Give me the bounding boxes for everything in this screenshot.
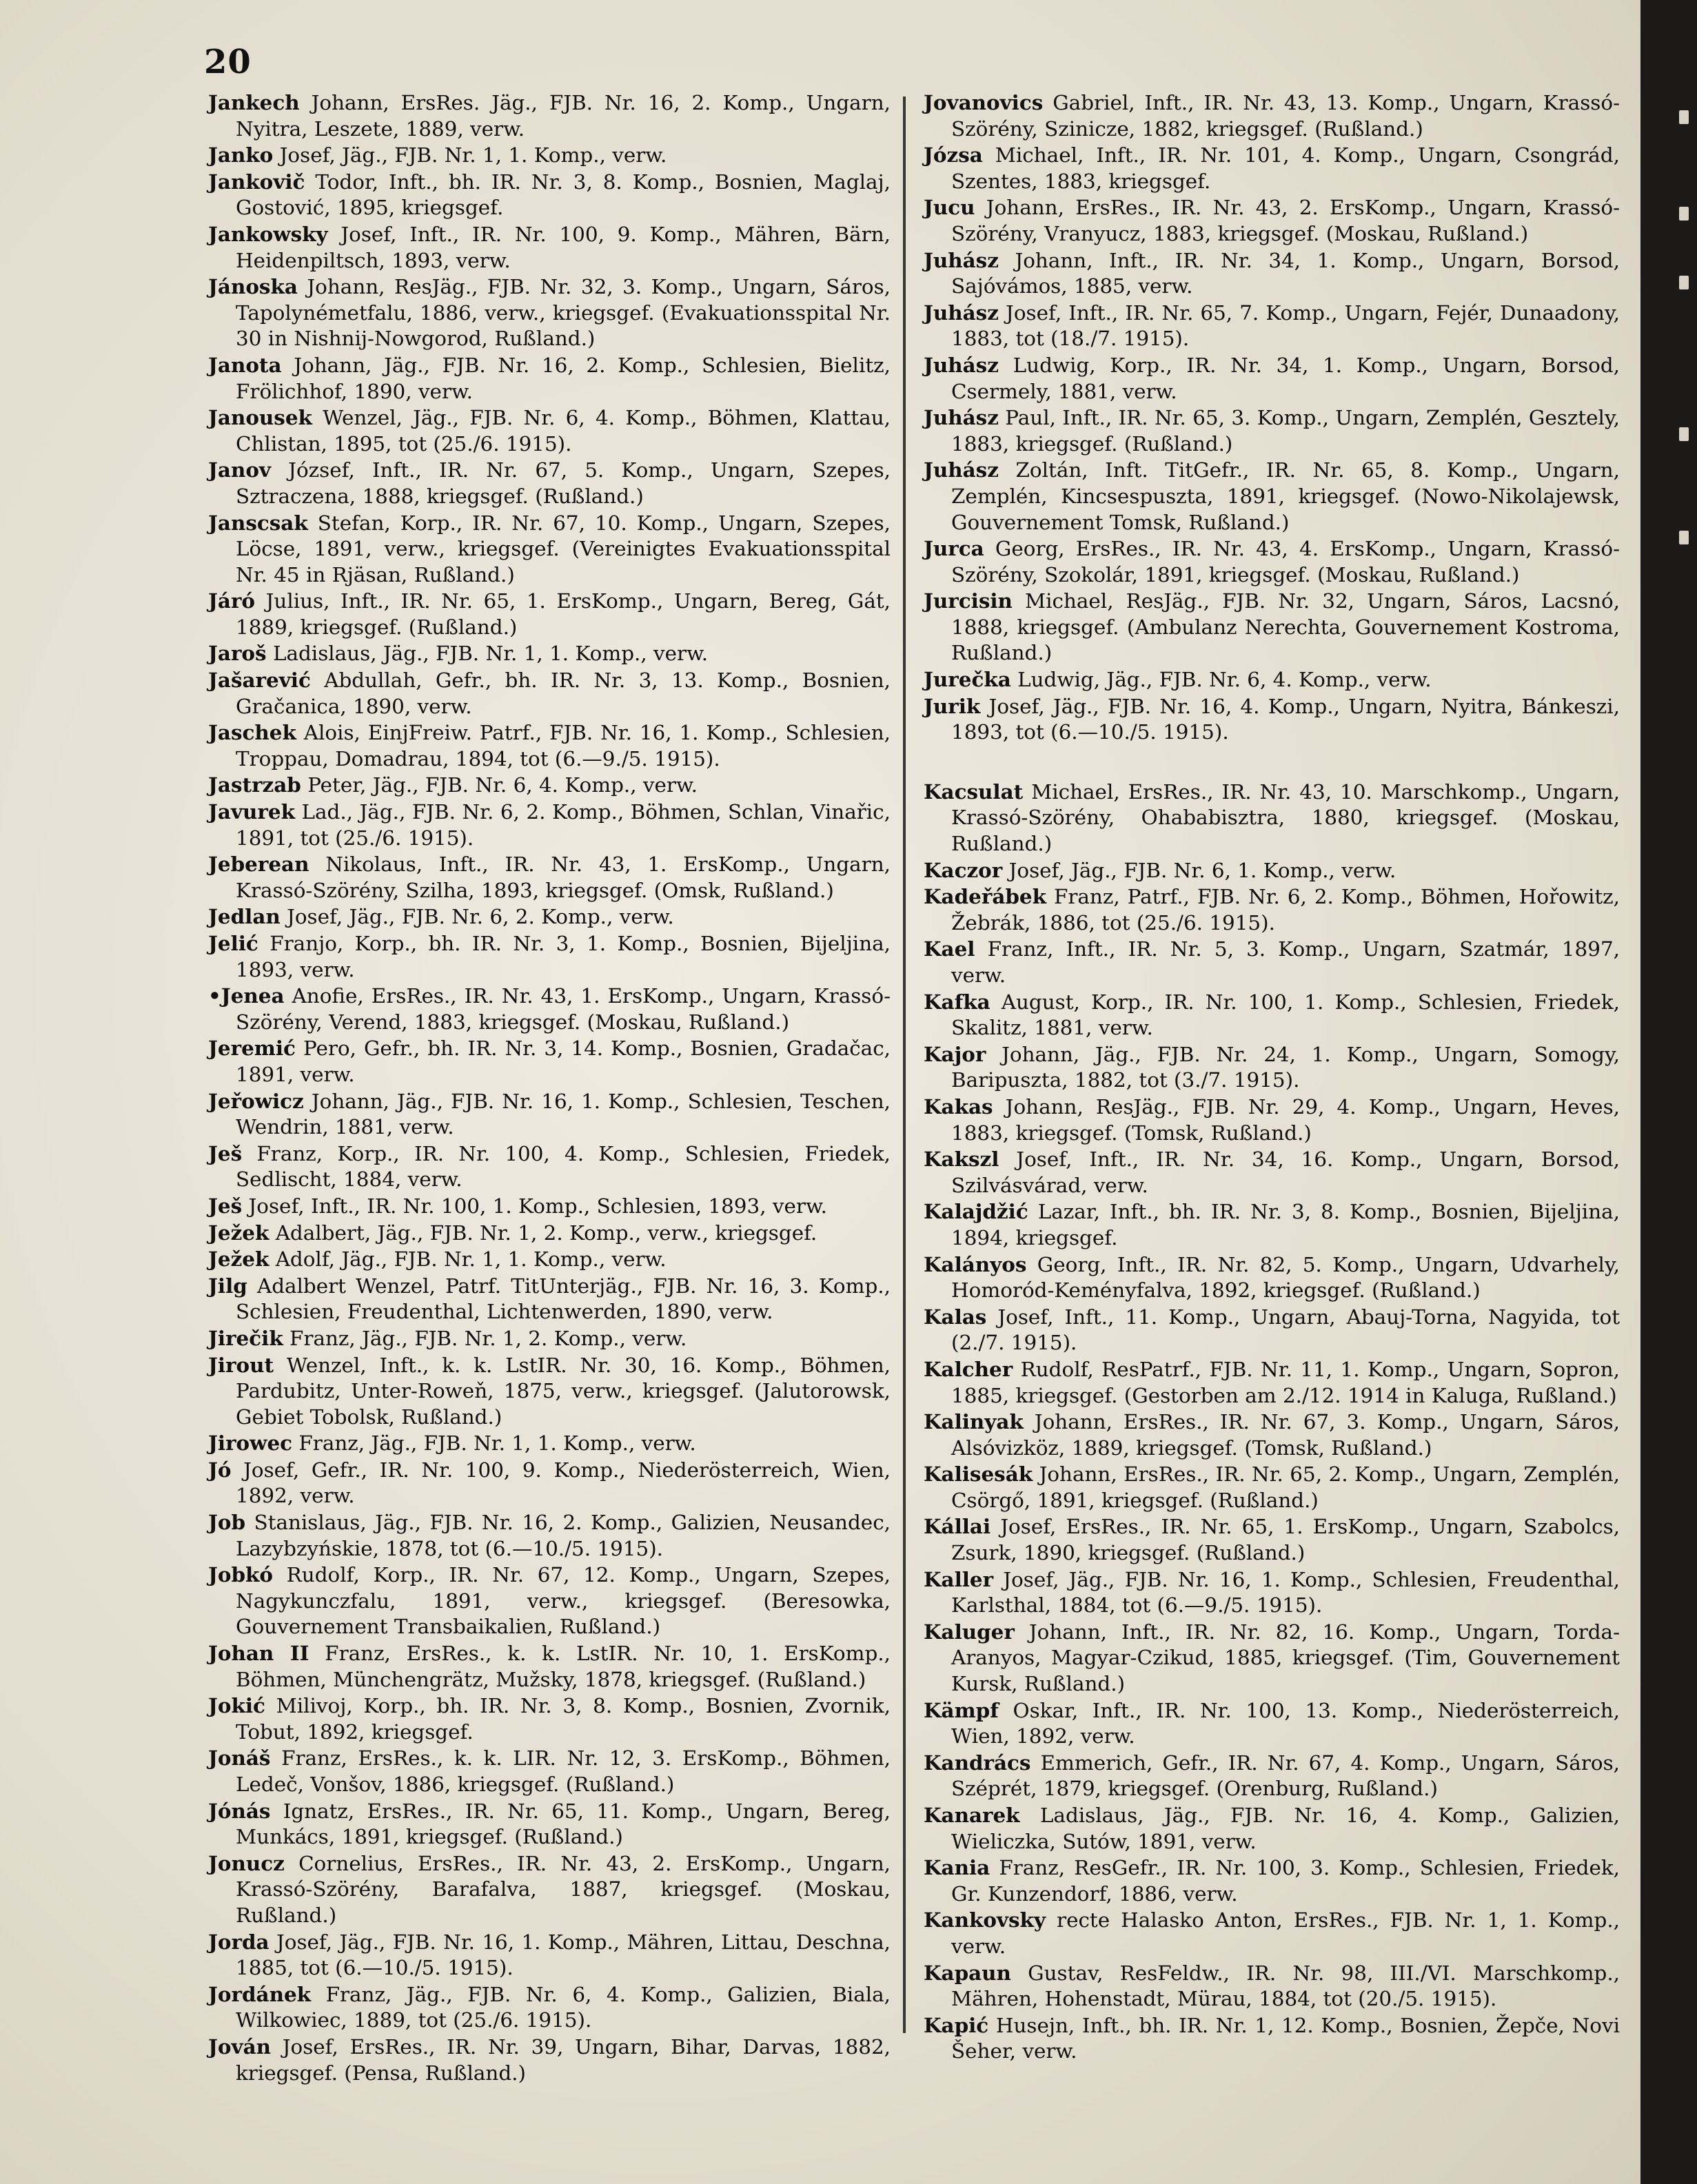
register-entry xyxy=(208,1745,891,1797)
entry-surname: Kael xyxy=(924,937,975,961)
entry-surname: Ješ xyxy=(208,1193,243,1218)
register-entry xyxy=(924,1697,1620,1750)
register-entry xyxy=(924,1750,1620,1802)
register-entry xyxy=(208,1693,891,1745)
register-entry xyxy=(208,221,891,274)
register-entry xyxy=(208,142,891,169)
register-entry xyxy=(208,1430,891,1457)
register-entry xyxy=(924,666,1620,693)
register-entry xyxy=(924,1252,1620,1304)
entry-surname: Jurcisin xyxy=(924,589,1013,613)
entry-surname: Johan II xyxy=(208,1641,309,1666)
entry-details: Wenzel, Inft., k. k. LstIR. Nr. 30, 16. Komp., Böhmen, Pardubitz, Unter-Roweň, 1875, verw., kriegsgef. (Jalutorowsk, Gebiet Tobolsk, Rußland.) xyxy=(236,1353,891,1429)
entry-details: Johann, Inft., IR. Nr. 82, 16. Komp., Ungarn, Torda-Aranyos, Magyar-Czikud, 1885, kriegsgef. (Tim, Gouvernement Kursk, Rußland.) xyxy=(951,1620,1620,1696)
register-entry xyxy=(208,1325,891,1352)
register-entry xyxy=(924,2012,1620,2065)
entry-surname: Kandrács xyxy=(924,1750,1031,1775)
entry-surname: Józsa xyxy=(924,143,983,167)
adjacent-page-edge xyxy=(1640,0,1697,2184)
register-entry xyxy=(924,1907,1620,1959)
entry-surname: Juhász xyxy=(924,247,999,272)
entry-surname: Kämpf xyxy=(924,1697,999,1722)
entry-details: Anofie, ErsRes., IR. Nr. 43, 1. ErsKomp., Ungarn, Krassó-Szörény, Verend, 1883, kriegsgef. (Moskau, Rußland.) xyxy=(236,984,891,1034)
entry-surname: Ješ xyxy=(208,1141,243,1165)
entry-details: Milivoj, Korp., bh. IR. Nr. 3, 8. Komp., Bosnien, Zvornik, Tobut, 1892, kriegsgef. xyxy=(236,1694,891,1744)
register-entry xyxy=(924,300,1620,352)
register-entry xyxy=(208,667,891,720)
register-entry xyxy=(924,693,1620,746)
entry-details: Franz, Patrf., FJB. Nr. 6, 2. Komp., Böhmen, Hořowitz, Žebrák, 1886, tot (25./6. 1915). xyxy=(951,885,1620,935)
entry-surname: Jašarević xyxy=(208,668,311,693)
entry-details: József, Inft., IR. Nr. 67, 5. Komp., Ungarn, Szepes, Sztraczena, 1888, kriegsgef. (Rußland.) xyxy=(236,458,891,508)
entry-surname: Jordánek xyxy=(208,1981,312,2006)
register-entry xyxy=(208,1929,891,1981)
entry-details: Paul, Inft., IR. Nr. 65, 3. Komp., Ungarn, Zemplén, Gesztely, 1883, kriegsgef. (Rußland.) xyxy=(951,406,1620,456)
entry-details: Adalbert Wenzel, Patrf. TitUnterjäg., FJB. Nr. 16, 3. Komp., Schlesien, Freudenthal, Lichtenwerden, 1890, verw. xyxy=(236,1274,891,1324)
entry-surname: Juhász xyxy=(924,458,999,482)
entry-details: Josef, Jäg., FJB. Nr. 1, 1. Komp., verw. xyxy=(279,143,667,167)
register-entry xyxy=(208,1981,891,2034)
register-entry xyxy=(208,2034,891,2086)
entry-surname: •Jenea xyxy=(208,983,285,1008)
entry-details: Franz, Korp., IR. Nr. 100, 4. Komp., Schlesien, Friedek, Sedlischt, 1884, verw. xyxy=(236,1141,891,1192)
entry-details: Peter, Jäg., FJB. Nr. 6, 4. Komp., verw. xyxy=(307,773,698,797)
entry-details: Franz, ErsRes., k. k. LIR. Nr. 12, 3. ErsKomp., Böhmen, Ledeč, Vonšov, 1886, kriegsgef. (Rußland.) xyxy=(236,1746,891,1796)
entry-surname: Jurca xyxy=(924,536,984,561)
register-entry xyxy=(924,247,1620,300)
entry-details: Franz, Jäg., FJB. Nr. 6, 4. Komp., Galizien, Biala, Wilkowiec, 1889, tot (25./6. 1915). xyxy=(236,1982,891,2032)
entry-details: Lad., Jäg., FJB. Nr. 6, 2. Komp., Böhmen, Schlan, Vinařic, 1891, tot (25./6. 1915). xyxy=(236,800,891,850)
entry-details: Georg, ErsRes., IR. Nr. 43, 4. ErsKomp., Ungarn, Krassó-Szörény, Szokolár, 1891, kriegsgef. (Moskau, Rußland.) xyxy=(951,537,1620,586)
entry-surname: Kaluger xyxy=(924,1619,1015,1644)
entry-surname: Jurik xyxy=(924,693,981,718)
entry-surname: Juhász xyxy=(924,405,999,430)
entry-surname: Jaschek xyxy=(208,720,296,745)
entry-surname: Jirowec xyxy=(208,1431,293,1456)
entry-details: Gustav, ResFeldw., IR. Nr. 98, III./VI. Marschkomp., Mähren, Hohenstadt, Mürau, 1884, tot (20./5. 1915). xyxy=(951,1961,1620,2011)
register-entry xyxy=(924,1855,1620,1907)
entry-details: Adolf, Jäg., FJB. Nr. 1, 1. Komp., verw. xyxy=(275,1247,667,1272)
entry-surname: Juhász xyxy=(924,352,999,377)
entry-surname: Jelić xyxy=(208,931,258,955)
entry-surname: Jeřowicz xyxy=(208,1088,304,1113)
register-entry xyxy=(208,1562,891,1640)
entry-details: Ladislaus, Jäg., FJB. Nr. 16, 4. Komp., Galizien, Wieliczka, Sutów, 1891, verw. xyxy=(951,1804,1620,1853)
entry-surname: Kafka xyxy=(924,989,990,1014)
entry-surname: Jokić xyxy=(208,1693,265,1718)
entry-surname: Jónás xyxy=(208,1798,271,1823)
edge-mark xyxy=(1679,276,1689,289)
register-entry xyxy=(924,1041,1620,1094)
entry-surname: Kakszl xyxy=(924,1147,999,1172)
entry-surname: Janko xyxy=(208,143,274,167)
entry-surname: Jonáš xyxy=(208,1746,271,1770)
entry-surname: Jedlan xyxy=(208,904,281,929)
register-entry xyxy=(208,90,891,142)
entry-surname: Janscsak xyxy=(208,510,308,535)
entry-surname: Kapić xyxy=(924,2012,989,2037)
entry-details: August, Korp., IR. Nr. 100, 1. Komp., Schlesien, Friedek, Skalitz, 1881, verw. xyxy=(951,990,1620,1040)
register-entry xyxy=(208,1640,891,1693)
entry-details: Franjo, Korp., bh. IR. Nr. 3, 1. Komp., Bosnien, Bijeljina, 1893, verw. xyxy=(236,932,891,981)
entry-surname: Kajor xyxy=(924,1041,986,1066)
register-entry xyxy=(208,930,891,983)
left-column xyxy=(208,90,891,2086)
entry-surname: Jovanovics xyxy=(924,90,1044,114)
edge-mark xyxy=(1679,110,1689,124)
entry-details: Johann, Inft., IR. Nr. 34, 1. Komp., Ungarn, Borsod, Sajóvámos, 1885, verw. xyxy=(951,248,1620,298)
entry-details: Husejn, Inft., bh. IR. Nr. 1, 12. Komp., Bosnien, Žepče, Novi Šeher, verw. xyxy=(951,2013,1620,2063)
entry-details: Josef, Inft., IR. Nr. 34, 16. Komp., Ungarn, Borsod, Szilvásvárad, verw. xyxy=(951,1147,1620,1197)
entry-details: Stefan, Korp., IR. Nr. 67, 10. Komp., Ungarn, Szepes, Löcse, 1891, verw., kriegsgef. (Vereinigtes Evakuationsspital Nr. 45 in Rjäsan, Rußland.) xyxy=(236,511,891,586)
entry-details: Josef, Jäg., FJB. Nr. 6, 1. Komp., verw. xyxy=(1008,858,1396,882)
register-entry xyxy=(924,90,1620,142)
entry-surname: Janov xyxy=(208,458,271,482)
entry-surname: Kankovsky xyxy=(924,1908,1046,1932)
entry-surname: Jirečik xyxy=(208,1325,283,1350)
entry-surname: Jánoska xyxy=(208,274,298,299)
entry-details: Johann, Jäg., FJB. Nr. 24, 1. Komp., Ungarn, Somogy, Baripuszta, 1882, tot (3./7. 1915). xyxy=(951,1042,1620,1092)
entry-details: Josef, Jäg., FJB. Nr. 6, 2. Komp., verw. xyxy=(287,905,674,929)
entry-surname: Jirout xyxy=(208,1352,274,1377)
entry-surname: Janota xyxy=(208,352,282,377)
entry-surname: Kaller xyxy=(924,1566,994,1591)
register-entry xyxy=(924,884,1620,936)
entry-surname: Jeremić xyxy=(208,1036,296,1061)
register-entry xyxy=(208,1457,891,1509)
entry-details: Ludwig, Jäg., FJB. Nr. 6, 4. Komp., verw. xyxy=(1017,668,1432,692)
register-entry xyxy=(924,1409,1620,1461)
entry-surname: Járó xyxy=(208,589,256,613)
register-entry xyxy=(208,1509,891,1562)
entry-surname: Janousek xyxy=(208,405,312,430)
entry-details: Ludwig, Korp., IR. Nr. 34, 1. Komp., Ungarn, Borsod, Csermely, 1881, verw. xyxy=(951,353,1620,403)
register-entry xyxy=(208,1220,891,1247)
register-entry xyxy=(208,510,891,589)
entry-details: Pero, Gefr., bh. IR. Nr. 3, 14. Komp., Bosnien, Gradačac, 1891, verw. xyxy=(236,1037,891,1086)
register-entry xyxy=(208,640,891,667)
entry-details: Alois, EinjFreiw. Patrf., FJB. Nr. 16, 1. Komp., Schlesien, Troppau, Domadrau, 1894, tot (6.—9./5. 1915). xyxy=(236,721,891,770)
entry-surname: Kania xyxy=(924,1855,990,1880)
entry-surname: Jastrzab xyxy=(208,773,301,797)
register-entry xyxy=(208,588,891,640)
entry-surname: Kapaun xyxy=(924,1960,1011,1985)
register-entry xyxy=(208,457,891,509)
register-entry xyxy=(924,405,1620,457)
right-k-entries xyxy=(924,779,1620,2065)
entry-details: Michael, ErsRes., IR. Nr. 43, 10. Marschkomp., Ungarn, Krassó-Szörény, Ohababisztra, 1880, kriegsgef. (Moskau, Rußland.) xyxy=(951,779,1620,856)
entry-surname: Jeberean xyxy=(208,852,309,877)
entry-surname: Kállai xyxy=(924,1514,991,1539)
entry-surname: Kalányos xyxy=(924,1252,1027,1276)
entry-details: Lazar, Inft., bh. IR. Nr. 3, 8. Komp., Bosnien, Bijeljina, 1894, kriegsgef. xyxy=(951,1200,1620,1249)
register-entry xyxy=(208,1088,891,1141)
entry-details: Johann, Jäg., FJB. Nr. 16, 1. Komp., Schlesien, Teschen, Wendrin, 1881, verw. xyxy=(236,1089,891,1139)
entry-details: Josef, ErsRes., IR. Nr. 65, 1. ErsKomp., Ungarn, Szabolcs, Zsurk, 1890, kriegsgef. (Rußland.) xyxy=(951,1515,1620,1565)
entry-details: Wenzel, Jäg., FJB. Nr. 6, 4. Komp., Böhmen, Klattau, Chlistan, 1895, tot (25./6. 1915). xyxy=(236,406,891,456)
register-entry xyxy=(208,772,891,799)
entry-details: Michael, ResJäg., FJB. Nr. 32, Ungarn, Sáros, Lacsnó, 1888, kriegsgef. (Ambulanz Nerechta, Gouvernement Kostroma, Rußland.) xyxy=(951,589,1620,665)
entry-details: Johann, ResJäg., FJB. Nr. 29, 4. Komp., Ungarn, Heves, 1883, kriegsgef. (Tomsk, Rußland.) xyxy=(951,1094,1620,1145)
entry-details: Julius, Inft., IR. Nr. 65, 1. ErsKomp., Ungarn, Bereg, Gát, 1889, kriegsgef. (Rußland.) xyxy=(236,589,891,639)
entry-details: Johann, Jäg., FJB. Nr. 16, 2. Komp., Schlesien, Bielitz, Frölichhof, 1890, verw. xyxy=(236,353,891,403)
entry-surname: Kalas xyxy=(924,1304,987,1329)
entry-details: Johann, ErsRes., IR. Nr. 43, 2. ErsKomp., Ungarn, Krassó-Szörény, Vranyucz, 1883, kriegsgef. (Moskau, Rußland.) xyxy=(951,196,1620,245)
register-entry xyxy=(208,1193,891,1220)
entry-details: Gabriel, Inft., IR. Nr. 43, 13. Komp., Ungarn, Krassó-Szörény, Szinicze, 1882, kriegsgef. (Rußland.) xyxy=(951,91,1620,141)
register-entry xyxy=(924,535,1620,588)
entry-details: Josef, Jäg., FJB. Nr. 16, 1. Komp., Mähren, Littau, Deschna, 1885, tot (6.—10./5. 1915). xyxy=(236,1930,891,1980)
register-entry xyxy=(924,1304,1620,1356)
entry-surname: Jurečka xyxy=(924,667,1011,692)
entry-surname: Job xyxy=(208,1510,246,1535)
entry-details: Rudolf, Korp., IR. Nr. 67, 12. Komp., Ungarn, Szepes, Nagykunczfalu, 1891, verw., kriegsgef. (Beresowka, Gouvernement Transbaikalien, Rußland.) xyxy=(236,1563,891,1639)
entry-details: Abdullah, Gefr., bh. IR. Nr. 3, 13. Komp., Bosnien, Gračanica, 1890, verw. xyxy=(236,669,891,718)
entry-details: Stanislaus, Jäg., FJB. Nr. 16, 2. Komp., Galizien, Neusandec, Lazybzyńskie, 1878, tot (6.—10./5. 1915). xyxy=(236,1511,891,1560)
entry-details: Ignatz, ErsRes., IR. Nr. 65, 11. Komp., Ungarn, Bereg, Munkács, 1891, kriegsgef. (Rußland.) xyxy=(236,1799,891,1849)
entry-details: Josef, ErsRes., IR. Nr. 39, Ungarn, Bihar, Darvas, 1882, kriegsgef. (Pensa, Rußland.) xyxy=(236,2034,891,2085)
register-entry xyxy=(208,1035,891,1088)
edge-mark xyxy=(1679,207,1689,221)
entry-details: Georg, Inft., IR. Nr. 82, 5. Komp., Ungarn, Udvarhely, Homoród-Keményfalva, 1892, kriegsgef. (Rußland.) xyxy=(951,1252,1620,1303)
entry-details: Johann, ErsRes. Jäg., FJB. Nr. 16, 2. Komp., Ungarn, Nyitra, Leszete, 1889, verw. xyxy=(236,91,891,141)
entry-surname: Jorda xyxy=(208,1929,270,1954)
register-entry xyxy=(208,851,891,904)
register-entry xyxy=(924,1461,1620,1513)
register-entry xyxy=(208,405,891,457)
edge-mark xyxy=(1679,531,1689,544)
entry-surname: Jucu xyxy=(924,195,975,220)
register-entry xyxy=(924,1513,1620,1566)
right-column xyxy=(924,90,1620,2065)
entry-surname: Jonucz xyxy=(208,1850,285,1875)
entry-surname: Jankech xyxy=(208,90,300,114)
entry-details: Josef, Jäg., FJB. Nr. 16, 4. Komp., Ungarn, Nyitra, Bánkeszi, 1893, tot (6.—10./5. 1915). xyxy=(951,694,1620,744)
register-entry xyxy=(924,1198,1620,1251)
register-entry xyxy=(208,169,891,221)
register-entry xyxy=(924,936,1620,988)
register-entry xyxy=(924,194,1620,247)
entry-surname: Jankovič xyxy=(208,169,305,194)
entry-surname: Kanarek xyxy=(924,1803,1020,1827)
entry-surname: Kacsulat xyxy=(924,779,1024,804)
register-entry xyxy=(208,1798,891,1850)
entry-surname: Kalinyak xyxy=(924,1409,1024,1434)
entry-details: Josef, Jäg., FJB. Nr. 16, 1. Komp., Schlesien, Freudenthal, Karlsthal, 1884, tot (6.—9./5. 1915). xyxy=(951,1567,1620,1617)
edge-mark xyxy=(1679,427,1689,441)
register-entry xyxy=(208,1246,891,1273)
entry-details: Josef, Gefr., IR. Nr. 100, 9. Komp., Niederösterreich, Wien, 1892, verw. xyxy=(236,1458,891,1508)
entry-surname: Jobkó xyxy=(208,1562,274,1587)
entry-details: Josef, Inft., IR. Nr. 65, 7. Komp., Ungarn, Fejér, Dunaadony, 1883, tot (18./7. 1915). xyxy=(951,300,1620,351)
register-entry xyxy=(208,799,891,851)
entry-details: Todor, Inft., bh. IR. Nr. 3, 8. Komp., Bosnien, Maglaj, Gostović, 1895, kriegsgef. xyxy=(236,170,891,220)
entry-surname: Javurek xyxy=(208,799,295,824)
entry-details: Johann, ErsRes., IR. Nr. 67, 3. Komp., Ungarn, Sáros, Alsóvizköz, 1889, kriegsgef. (Tomsk, Rußland.) xyxy=(951,1410,1620,1460)
entry-details: Cornelius, ErsRes., IR. Nr. 43, 2. ErsKomp., Ungarn, Krassó-Szörény, Barafalva, 1887, kriegsgef. (Moskau, Rußland.) xyxy=(236,1851,891,1927)
entry-details: Franz, ResGefr., IR. Nr. 100, 3. Komp., Schlesien, Friedek, Gr. Kunzendorf, 1886, verw. xyxy=(951,1856,1620,1906)
entry-surname: Kalcher xyxy=(924,1356,1013,1381)
entry-surname: Ježek xyxy=(208,1247,270,1272)
page-number: 20 xyxy=(204,43,252,81)
register-entry xyxy=(208,1141,891,1193)
register-entry xyxy=(208,274,891,352)
section-gap xyxy=(924,746,1620,779)
register-entry xyxy=(208,983,891,1035)
register-entry xyxy=(924,1619,1620,1697)
register-entry xyxy=(924,1960,1620,2012)
register-entry xyxy=(208,720,891,772)
entry-details: Ladislaus, Jäg., FJB. Nr. 1, 1. Komp., verw. xyxy=(272,642,709,666)
entry-details: Josef, Inft., IR. Nr. 100, 9. Komp., Mähren, Bärn, Heidenpiltsch, 1893, verw. xyxy=(236,222,891,272)
register-entry xyxy=(924,1094,1620,1146)
entry-details: recte Halasko Anton, ErsRes., FJB. Nr. 1, 1. Komp., verw. xyxy=(951,1908,1620,1958)
column-divider xyxy=(903,96,906,2033)
entry-details: Johann, ResJäg., FJB. Nr. 32, 3. Komp., Ungarn, Sáros, Tapolynémetfalu, 1886, verw., kriegsgef. (Evakuationsspital Nr. 30 in Nishnij-Nowgorod, Rußland.) xyxy=(236,275,891,351)
register-entry xyxy=(208,1850,891,1929)
entry-details: Rudolf, ResPatrf., FJB. Nr. 11, 1. Komp., Ungarn, Sopron, 1885, kriegsgef. (Gestorben am 2./12. 1914 in Kaluga, Rußland.) xyxy=(951,1357,1620,1407)
entry-details: Franz, Jäg., FJB. Nr. 1, 2. Komp., verw. xyxy=(289,1326,687,1350)
entry-details: Zoltán, Inft. TitGefr., IR. Nr. 65, 8. Komp., Ungarn, Zemplén, Kincsespuszta, 1891, kriegsgef. (Nowo-Nikolajewsk, Gouvernement Tomsk, Rußland.) xyxy=(951,458,1620,534)
register-entry xyxy=(924,857,1620,884)
entry-surname: Kaczor xyxy=(924,857,1003,882)
register-entry xyxy=(208,1273,891,1325)
register-entry xyxy=(924,1566,1620,1619)
right-j-entries xyxy=(924,90,1620,746)
entry-details: Franz, Jäg., FJB. Nr. 1, 1. Komp., verw. xyxy=(298,1431,696,1456)
register-entry xyxy=(924,142,1620,194)
register-entry xyxy=(924,989,1620,1041)
entry-surname: Jankowsky xyxy=(208,221,328,246)
register-entry xyxy=(924,352,1620,405)
entry-surname: Ježek xyxy=(208,1220,270,1245)
entry-surname: Jován xyxy=(208,2034,271,2059)
register-entry xyxy=(924,1356,1620,1409)
register-entry xyxy=(208,904,891,930)
entry-surname: Kalajdžić xyxy=(924,1199,1028,1224)
register-entry xyxy=(208,1352,891,1431)
register-entry xyxy=(208,352,891,405)
register-entry xyxy=(924,588,1620,666)
register-entry xyxy=(924,457,1620,535)
entry-surname: Kadeřábek xyxy=(924,884,1046,909)
entry-details: Oskar, Inft., IR. Nr. 100, 13. Komp., Niederösterreich, Wien, 1892, verw. xyxy=(951,1698,1620,1748)
entry-details: Johann, ErsRes., IR. Nr. 65, 2. Komp., Ungarn, Zemplén, Csörgő, 1891, kriegsgef. (Rußland.) xyxy=(951,1462,1620,1512)
entry-surname: Jilg xyxy=(208,1273,247,1298)
register-entry xyxy=(924,1146,1620,1198)
entry-surname: Jaroš xyxy=(208,641,267,666)
entry-details: Nikolaus, Inft., IR. Nr. 43, 1. ErsKomp., Ungarn, Krassó-Szörény, Szilha, 1893, kriegsgef. (Omsk, Rußland.) xyxy=(236,853,891,902)
entry-details: Josef, Inft., 11. Komp., Ungarn, Abauj-Torna, Nagyida, tot (2./7. 1915). xyxy=(951,1305,1620,1355)
entry-surname: Jó xyxy=(208,1457,232,1482)
entry-details: Josef, Inft., IR. Nr. 100, 1. Komp., Schlesien, 1893, verw. xyxy=(248,1194,827,1218)
entry-surname: Kalisesák xyxy=(924,1462,1033,1487)
entry-details: Adalbert, Jäg., FJB. Nr. 1, 2. Komp., verw., kriegsgef. xyxy=(275,1221,817,1245)
entry-surname: Kakas xyxy=(924,1094,993,1119)
entry-details: Franz, Inft., IR. Nr. 5, 3. Komp., Ungarn, Szatmár, 1897, verw. xyxy=(951,937,1620,987)
entry-surname: Juhász xyxy=(924,300,999,325)
register-entry xyxy=(924,1802,1620,1855)
entry-details: Franz, ErsRes., k. k. LstIR. Nr. 10, 1. ErsKomp., Böhmen, Münchengrätz, Mužsky, 1878, kriegsgef. (Rußland.) xyxy=(236,1642,891,1691)
entry-details: Michael, Inft., IR. Nr. 101, 4. Komp., Ungarn, Csongrád, Szentes, 1883, kriegsgef. xyxy=(951,143,1620,193)
register-entry xyxy=(924,779,1620,857)
entry-details: Emmerich, Gefr., IR. Nr. 67, 4. Komp., Ungarn, Sáros, Széprét, 1879, kriegsgef. (Orenburg, Rußland.) xyxy=(951,1751,1620,1801)
